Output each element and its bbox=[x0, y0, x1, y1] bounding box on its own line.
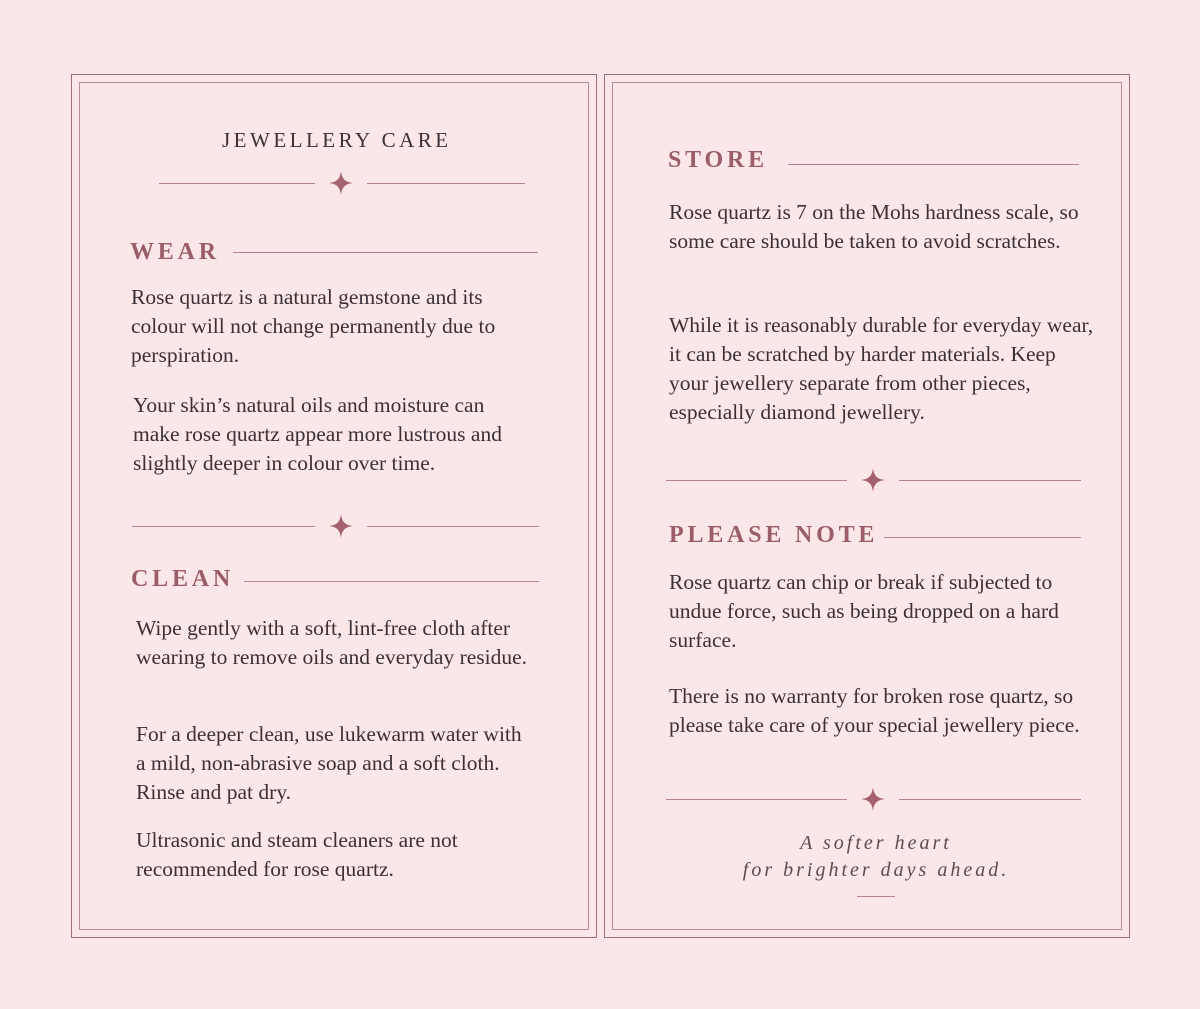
wear-paragraph-1: Rose quartz is a natural gemstone and its colour will not change permanently due to perspiration. bbox=[131, 285, 496, 367]
clean-paragraph-1: Wipe gently with a soft, lint-free cloth after wearing to remove oils and everyday residue. bbox=[136, 616, 528, 669]
clean-heading: CLEAN bbox=[131, 566, 235, 592]
please-note-heading: PLEASE NOTE bbox=[669, 522, 879, 548]
wear-paragraph-2: Your skin’s natural oils and moisture can make rose quartz appear more lustrous and slightly deeper in colour over time. bbox=[133, 393, 502, 475]
clean-paragraph-2: For a deeper clean, use lukewarm water with a mild, non-abrasive soap and a soft cloth. Rinse and pat dry. bbox=[136, 722, 522, 804]
star-ornament-icon bbox=[861, 787, 885, 811]
tagline-line-2: for brighter days ahead. bbox=[742, 859, 1010, 881]
star-ornament-icon bbox=[329, 171, 353, 195]
star-ornament-icon bbox=[329, 514, 353, 538]
tagline-line-1: A softer heart bbox=[800, 832, 952, 854]
clean-paragraph-3: Ultrasonic and steam cleaners are not recommended for rose quartz. bbox=[136, 828, 458, 881]
store-heading-rule bbox=[788, 164, 1079, 165]
store-paragraph-1: Rose quartz is 7 on the Mohs hardness scale, so some care should be taken to avoid scratches. bbox=[669, 200, 1079, 253]
tagline bbox=[700, 830, 1052, 884]
store-paragraph-2: While it is reasonably durable for everyday wear, it can be scratched by harder materials. Keep your jewellery separate from other pieces, especially diamond jewellery. bbox=[669, 313, 1094, 424]
star-ornament-icon bbox=[861, 468, 885, 492]
care-card-left bbox=[71, 74, 597, 938]
page-title: JEWELLERY CARE bbox=[222, 128, 452, 152]
wear-heading-rule bbox=[233, 252, 538, 253]
tagline-rule bbox=[857, 896, 895, 897]
please-note-heading-rule bbox=[884, 537, 1081, 538]
wear-heading: WEAR bbox=[130, 239, 220, 265]
note-paragraph-2: There is no warranty for broken rose quartz, so please take care of your special jewellery piece. bbox=[669, 684, 1080, 737]
store-heading: STORE bbox=[668, 147, 768, 173]
clean-heading-rule bbox=[244, 581, 539, 582]
note-paragraph-1: Rose quartz can chip or break if subjected to undue force, such as being dropped on a hard surface. bbox=[669, 570, 1059, 652]
